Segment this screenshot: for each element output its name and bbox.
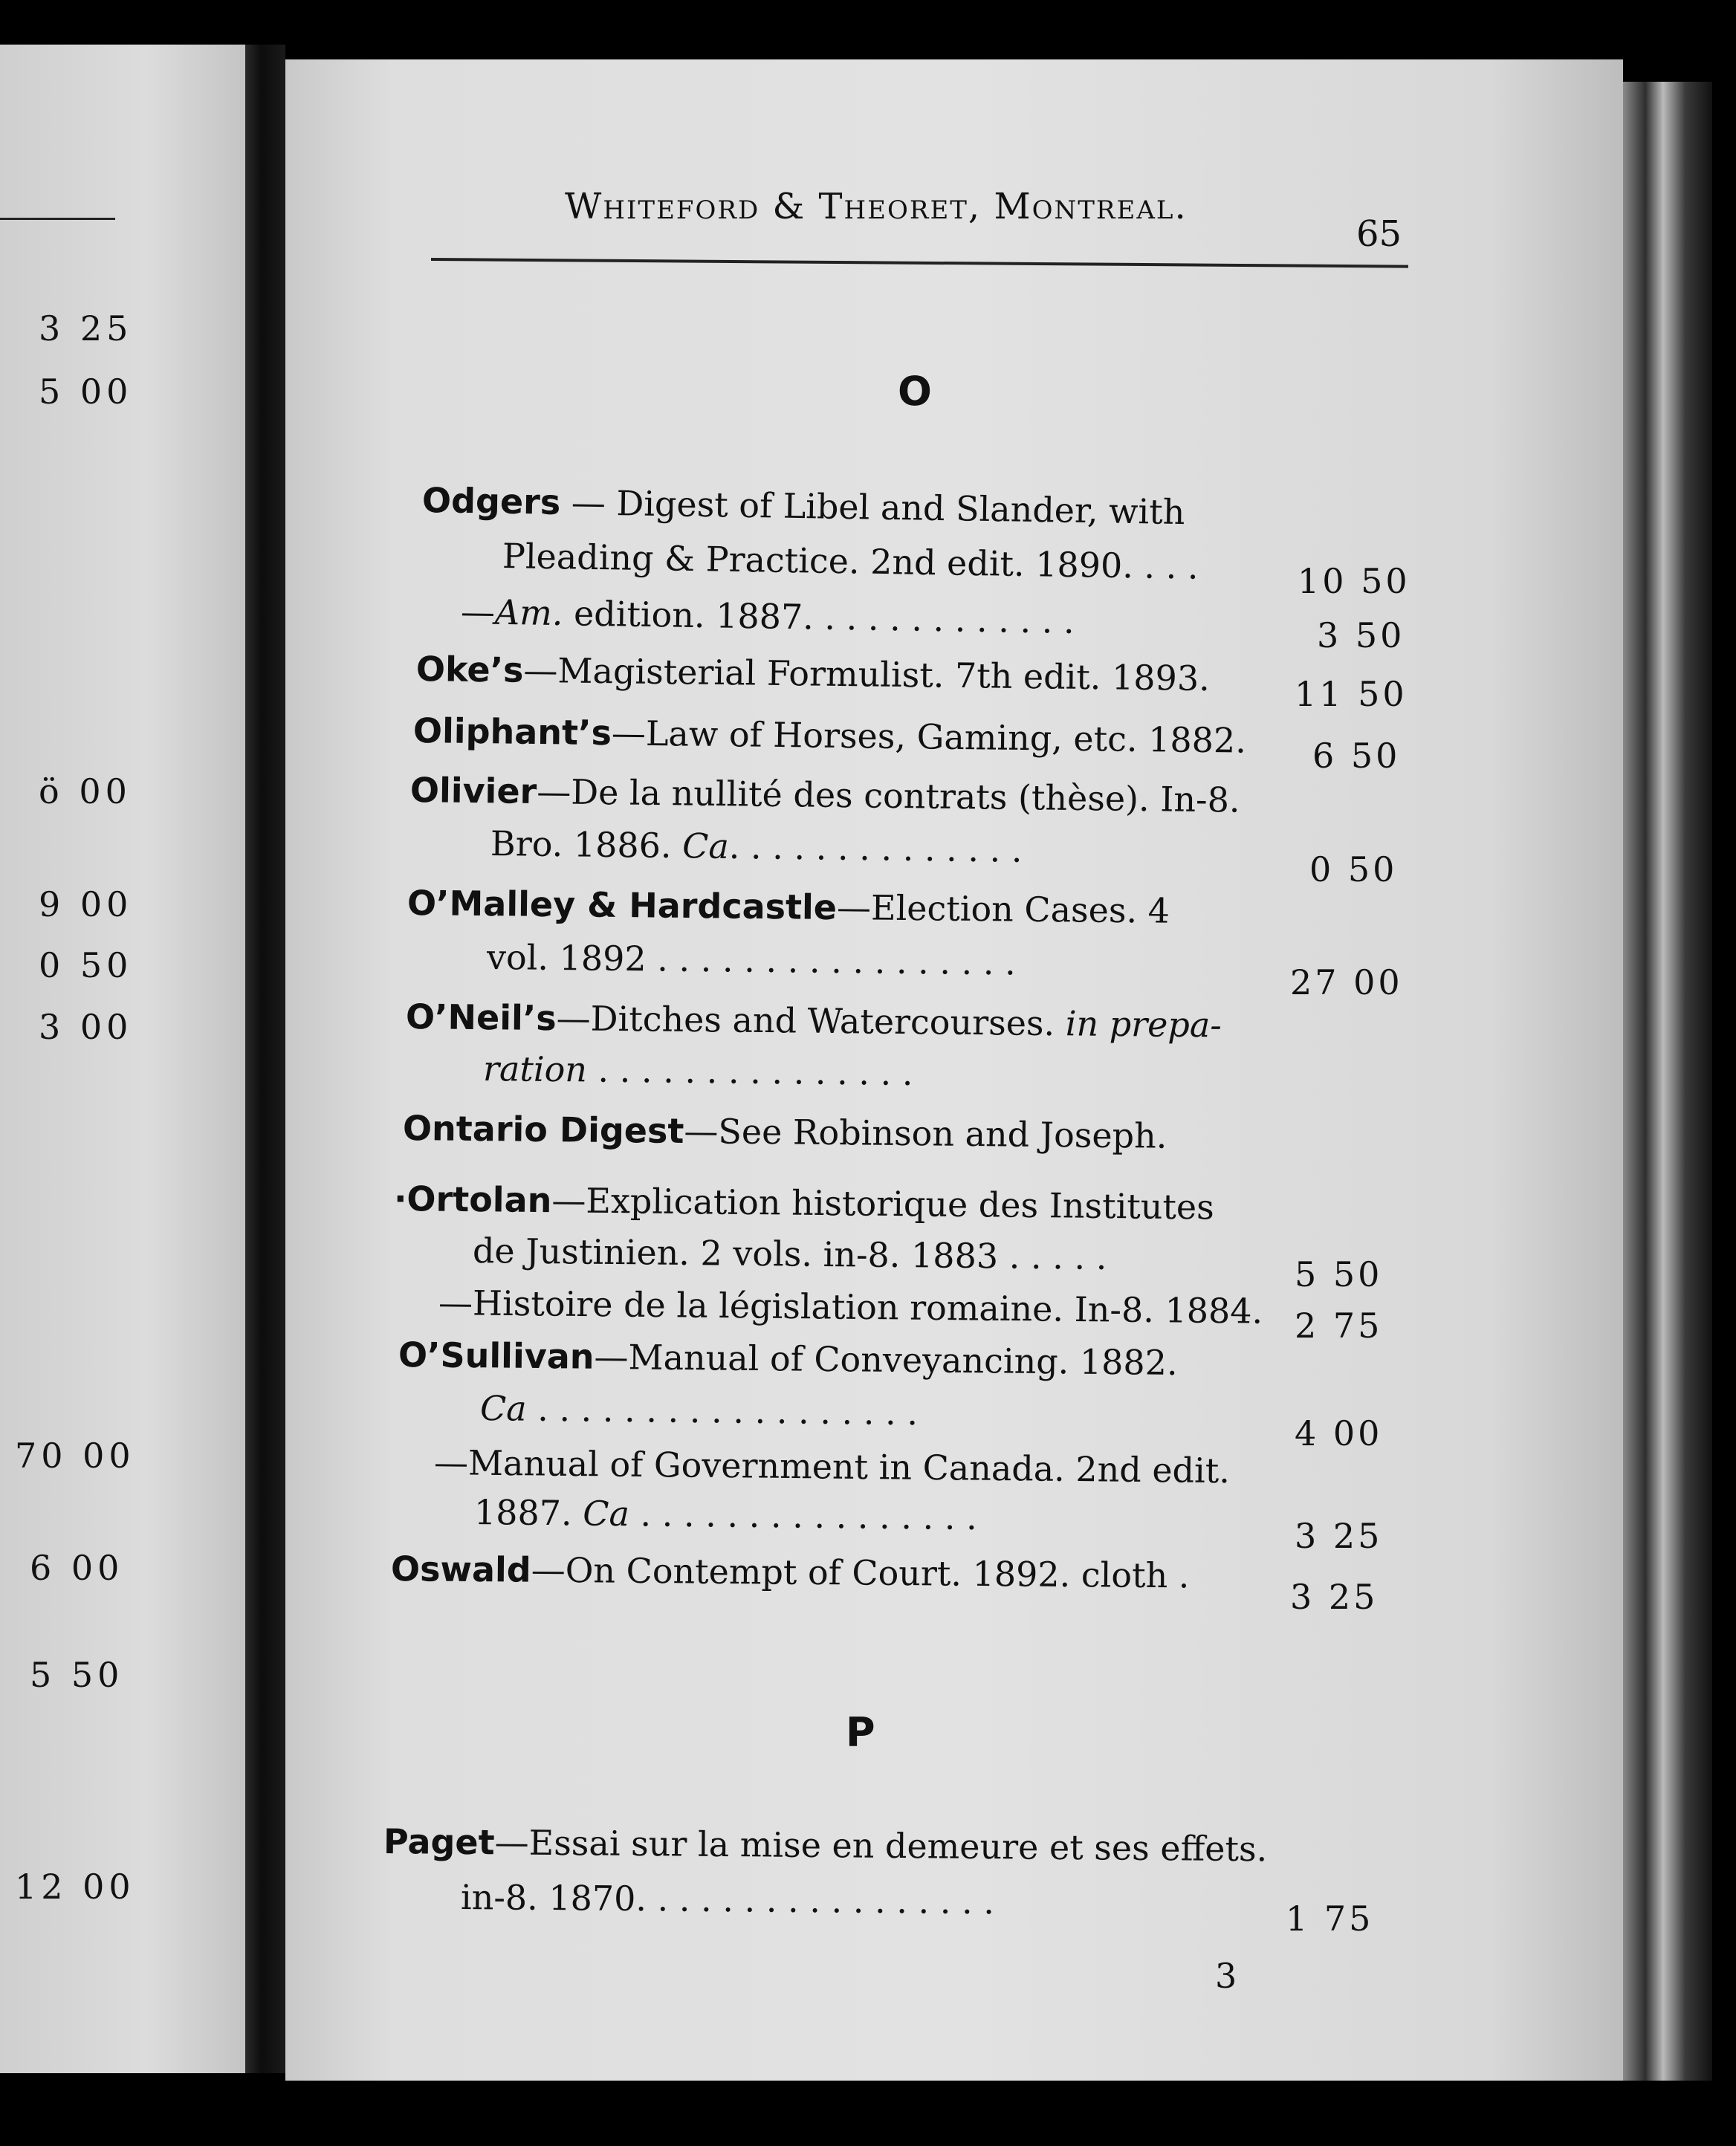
entry-author: Oswald: [390, 1549, 531, 1590]
entry-ontario-digest: [402, 1108, 1167, 1156]
entry-price: 5 50: [1295, 1254, 1383, 1294]
entry-continuation: [490, 823, 1023, 870]
previous-page-price: 6 00: [30, 1548, 124, 1588]
entry-osullivan: [398, 1335, 1178, 1383]
section-heading-p: P: [846, 1709, 875, 1756]
entry-continuation: in-8. 1870. . . . . . . . . . . . . . . . .: [460, 1877, 995, 1922]
entry-author: Paget: [383, 1821, 495, 1863]
entry-title: —Explication historique des Institutes: [551, 1180, 1215, 1228]
previous-page-price: 3 25: [39, 308, 133, 349]
entry-title: —Magisterial Formulist. 7th edit. 1893.: [523, 649, 1211, 699]
page-edge-shadow: [1623, 82, 1712, 2081]
previous-page-rule: [0, 218, 115, 220]
entry-title: edition. 1887. . . . . . . . . . . . .: [563, 593, 1075, 641]
entry-dash: —: [460, 591, 496, 632]
entry-title: —Ditches and Watercourses.: [556, 998, 1066, 1044]
entry-price: 4 00: [1295, 1413, 1383, 1453]
previous-page-price: 0 50: [39, 945, 133, 985]
entry-price: 3 25: [1290, 1577, 1379, 1617]
entry-leader-dots: . . . . . . . . . . . . . .: [728, 826, 1023, 870]
entry-price: 1 75: [1286, 1899, 1374, 1939]
entry-title: —Manual of Conveyancing. 1882.: [594, 1336, 1178, 1383]
previous-page-price: 9 00: [39, 884, 133, 924]
entry-title: — Digest of Libel and Slander, with: [560, 482, 1185, 533]
entry-text: Bro. 1886.: [490, 823, 683, 866]
entry-author: O’Malley & Hardcastle: [407, 883, 838, 928]
previous-page-price: 70 00: [15, 1436, 135, 1476]
entry-text: 1887.: [473, 1492, 583, 1534]
entry-continuation: Pleading & Practice. 2nd edit. 1890. . . .: [502, 536, 1199, 587]
previous-page-price: 12 00: [15, 1867, 135, 1907]
entry-oneils: [405, 996, 1222, 1046]
entry-omalley: [407, 883, 1170, 931]
entry-continuation: [482, 1048, 913, 1094]
section-heading-o: O: [898, 368, 932, 415]
previous-page-price: ö 00: [39, 771, 132, 811]
previous-page-price: 3 00: [39, 1007, 133, 1047]
running-head: Whiteford & Theoret, Montreal.: [565, 186, 1188, 227]
entry-okes: [415, 649, 1211, 699]
entry-title: —Essai sur la mise en demeure et ses effets.: [494, 1822, 1268, 1870]
entry-title: —Election Cases. 4: [836, 887, 1170, 931]
book-gutter: [245, 45, 285, 2073]
entry-oswald: [390, 1549, 1190, 1596]
entry-title: —See Robinson and Joseph.: [684, 1110, 1167, 1156]
entry-price: 3 50: [1317, 615, 1405, 655]
entry-ortolan: [393, 1179, 1215, 1228]
entry-osullivan-government: —Manual of Government in Canada. 2nd edit.: [433, 1442, 1231, 1491]
entry-price: 2 75: [1295, 1306, 1383, 1346]
entry-price: 6 50: [1312, 736, 1401, 776]
entry-author: Olivier: [409, 770, 537, 812]
entry-author: Odgers: [421, 480, 561, 522]
entry-italic: Ca: [479, 1388, 527, 1429]
entry-ortolan-histoire: —Histoire de la législation romaine. In-8. 1884.: [438, 1283, 1263, 1332]
entry-italic: in prepa-: [1065, 1003, 1222, 1046]
previous-page-price: 5 50: [30, 1655, 124, 1695]
entry-leader-dots: . . . . . . . . . . . . . . .: [586, 1049, 913, 1094]
previous-page-price: 5 00: [39, 372, 133, 412]
entry-author: O’Sullivan: [398, 1335, 595, 1377]
entry-author: ·Ortolan: [393, 1179, 552, 1221]
entry-price: 0 50: [1309, 849, 1398, 889]
entry-leader-dots: . . . . . . . . . . . . . . . .: [629, 1494, 978, 1538]
signature-mark: 3: [1215, 1956, 1237, 1996]
entry-price: 10 50: [1298, 561, 1410, 601]
previous-page-sliver: [0, 45, 245, 2073]
entry-continuation: [479, 1388, 919, 1433]
entry-title: —Law of Horses, Gaming, etc. 1882.: [611, 713, 1247, 761]
entry-price: 27 00: [1290, 962, 1403, 1002]
entry-oliphants: [412, 710, 1247, 761]
entry-continuation: de Justinien. 2 vols. in-8. 1883 . . . . .: [472, 1231, 1107, 1277]
entry-paget: [383, 1821, 1268, 1870]
entry-italic: Ca: [583, 1493, 630, 1534]
entry-author: O’Neil’s: [405, 996, 557, 1039]
entry-leader-dots: . . . . . . . . . . . . . . . . . .: [526, 1388, 919, 1433]
entry-author: Ontario Digest: [402, 1108, 684, 1151]
entry-continuation: [473, 1492, 978, 1538]
entry-title: —De la nullité des contrats (thèse). In-8.: [536, 771, 1240, 820]
page-number: 65: [1356, 213, 1402, 255]
entry-italic: Ca: [681, 826, 730, 866]
entry-continuation: vol. 1892 . . . . . . . . . . . . . . . . .: [486, 937, 1017, 983]
entry-price: 3 25: [1295, 1516, 1383, 1556]
entry-italic: ration: [482, 1048, 588, 1090]
entry-olivier: [409, 770, 1240, 820]
entry-italic: Am.: [494, 591, 563, 634]
entry-author: Oke’s: [415, 649, 524, 690]
entry-price: 11 50: [1295, 674, 1408, 714]
entry-odgers-am: [460, 591, 1075, 641]
entry-title: —On Contempt of Court. 1892. cloth .: [531, 1549, 1190, 1596]
entry-author: Oliphant’s: [412, 710, 612, 753]
